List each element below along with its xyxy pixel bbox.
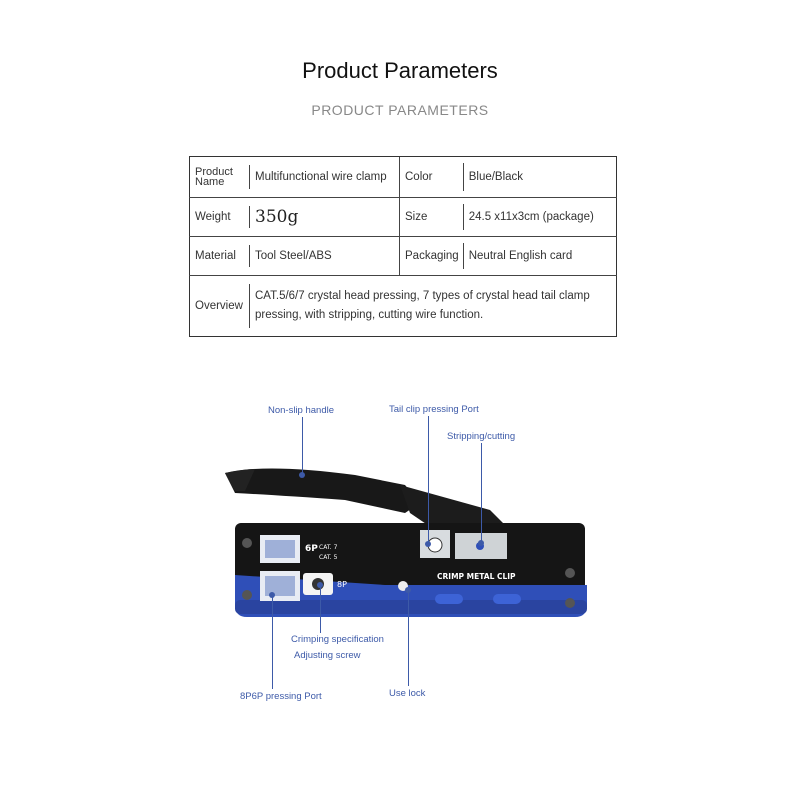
label-color: Color xyxy=(400,157,464,198)
table-row xyxy=(190,237,617,276)
table-row xyxy=(190,157,617,198)
table-row xyxy=(190,276,617,337)
page-title: Product Parameters xyxy=(302,58,498,83)
value-overview: CAT.5/6/7 crystal head pressing, 7 types of crystal head tail clamp pressing, with stripping, cutting wire function. xyxy=(255,290,590,321)
label-product-name: Product Name xyxy=(190,157,251,198)
callout-tail-clip-port: Tail clip pressing Port xyxy=(389,404,479,415)
callout-non-slip-handle: Non-slip handle xyxy=(268,405,335,416)
value-material: Tool Steel/ABS xyxy=(250,237,400,276)
handle-grip xyxy=(225,468,420,513)
label-weight: Weight xyxy=(190,198,251,237)
callout-adjusting-screw: Adjusting screw xyxy=(294,650,361,661)
label-size: Size xyxy=(400,198,464,237)
label-material: Material xyxy=(190,237,251,276)
value-product-name: Multifunctional wire clamp xyxy=(250,157,400,198)
marking-8p: 8P xyxy=(337,580,347,589)
callout-8p6p-port: 8P6P pressing Port xyxy=(240,691,322,702)
value-packaging: Neutral English card xyxy=(464,237,617,276)
value-color: Blue/Black xyxy=(464,157,617,198)
parameters-table xyxy=(189,156,617,337)
table-row xyxy=(190,198,617,237)
label-packaging: Packaging xyxy=(400,237,464,276)
value-size: 24.5 x11x3cm (package) xyxy=(464,198,617,237)
marking-cat5: CAT. 5 xyxy=(319,554,338,561)
marking-crimp-metal-clip: CRIMP METAL CLIP xyxy=(437,572,516,581)
callout-use-lock: Use lock xyxy=(389,688,426,699)
marking-cat7: CAT. 7 xyxy=(319,544,338,551)
crimping-tool-illustration xyxy=(205,455,595,630)
callout-crimping-specification: Crimping specification xyxy=(291,634,384,645)
label-overview: Overview xyxy=(190,276,251,337)
marking-6p: 6P xyxy=(305,544,318,554)
callout-stripping-cutting: Stripping/cutting xyxy=(447,431,516,442)
value-weight: 350g xyxy=(250,198,400,237)
page-subtitle: PRODUCT PARAMETERS xyxy=(311,102,489,118)
